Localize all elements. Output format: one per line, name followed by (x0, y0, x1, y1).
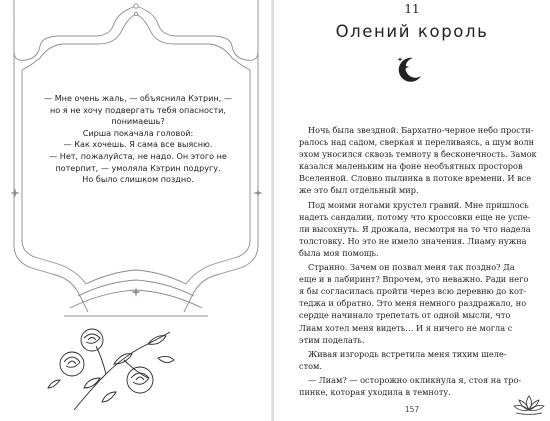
epigraph-line: — Мне очень жаль, — объяснила Кэтрин, — (44, 93, 232, 103)
epigraph-line: — Как хочешь. Я сама все выясню. (63, 139, 213, 150)
body-line: стом. (299, 360, 323, 371)
crescent-moon-stars-icon (394, 54, 424, 84)
epigraph-line: — Нет, пожалуйста, не надо. Он этого не (49, 150, 227, 161)
epigraph-line: понимаешь? (111, 116, 165, 127)
body-line: Ночь была звездной. Бархатно-черное небо прости- (308, 125, 534, 135)
epigraph-line: потерпит, — умоляла Кэтрин подругу. (55, 162, 221, 173)
body-line: ралось над садом, сверкая и переливаясь, а шум волн (299, 137, 535, 148)
page-number: 157 (404, 405, 420, 414)
body-line: надеть сандалии, потому что кроссовки еще не успе- (299, 211, 531, 222)
epigraph-text (40, 93, 236, 186)
epigraph-line: Сирша покачала головой: (82, 127, 194, 138)
star-icon (131, 287, 141, 297)
body-line: Живая изгородь встретила меня тихим шеле- (308, 348, 507, 359)
body-line: казался маленьким на фоне необъятных просторов (299, 161, 523, 172)
body-line: же это был отдельный мир. (299, 185, 419, 196)
epigraph-line: но я не хочу подвергать тебя опасности, (49, 104, 226, 115)
body-line: Вселенной. Словно пылинка в потоке времени. И все (299, 173, 532, 184)
rose-branch-illustration (44, 318, 184, 414)
body-line: Под моими ногами хрустел гравий. Мне пришлось (308, 199, 529, 210)
body-line: толстовку. Но это не имело значения. Лиаму нужна (299, 235, 527, 246)
body-line: пинке, которая уходила в темноту. (299, 386, 451, 397)
body-line: ли высохнуть. Я дрожала, несмотря на то что надела (299, 223, 531, 234)
body-line: — Лиам? — осторожно окликнула я, стоя на тро- (308, 374, 522, 385)
chapter-body (299, 124, 537, 398)
left-page (0, 0, 272, 421)
lotus-icon (512, 392, 546, 416)
chapter-number: 11 (404, 2, 420, 16)
body-line: эхом уносился сквозь темноту в бесконечность. Замок (299, 149, 537, 160)
body-line: еще и в лабиринт? Впрочем, это неважно. Ради него (299, 274, 529, 285)
body-line: сердце начинало трепетать от одной мысли, что (299, 310, 511, 321)
chapter-title: Олений король (335, 22, 489, 41)
epigraph-line: Но было слишком поздно. (82, 174, 194, 185)
star-icon (253, 188, 263, 198)
body-line: Лиам хотел меня видеть… И я ничего не могла с (299, 322, 513, 333)
body-line: Странно. Зачем он позвал меня так поздно? Да (308, 262, 515, 273)
star-icon (10, 188, 20, 198)
body-line: этим поделать. (299, 334, 365, 345)
body-line: я бы согласилась пройти через всю деревню до кот- (299, 286, 527, 297)
body-line: была моя помощь. (299, 247, 379, 258)
body-line: теджа и обратно. Это меня немного раздражало, но (299, 298, 527, 309)
